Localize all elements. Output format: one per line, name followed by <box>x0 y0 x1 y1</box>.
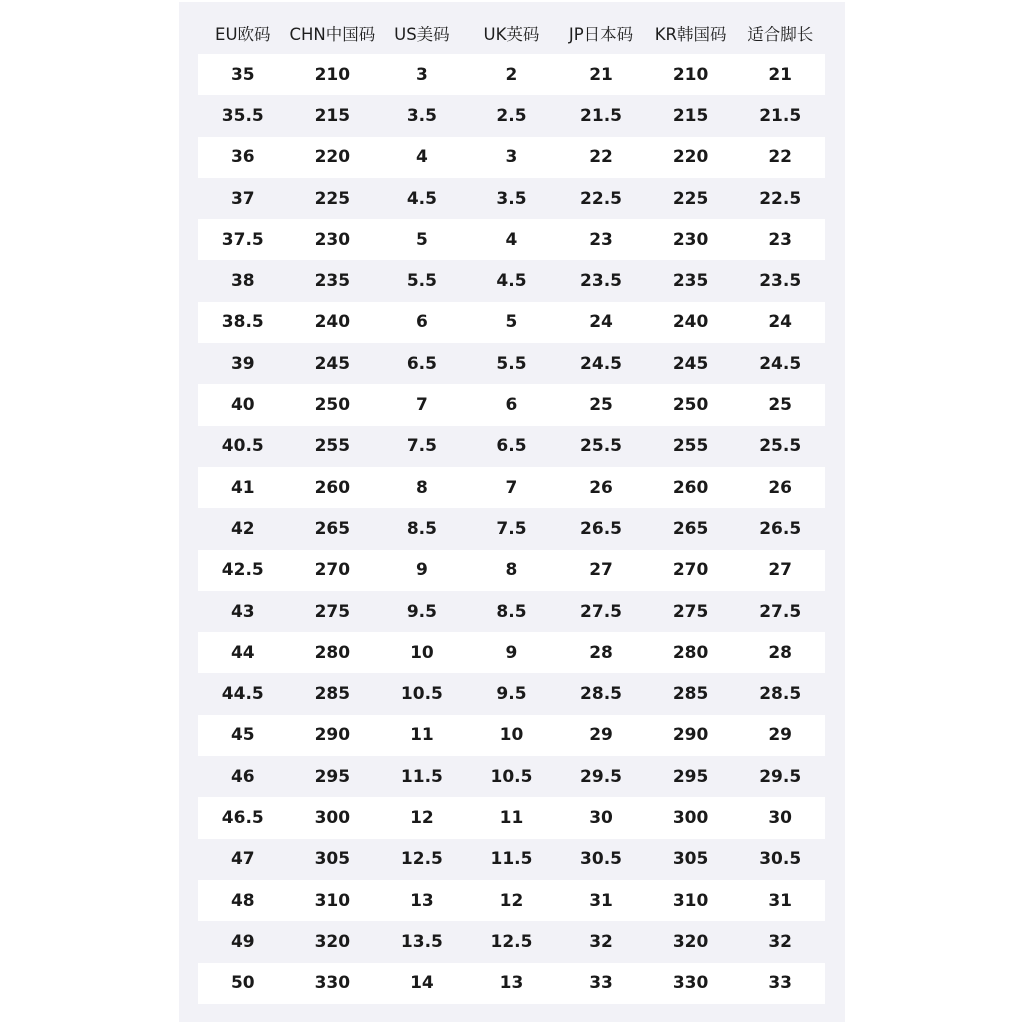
cell-kr: 295 <box>646 756 736 797</box>
cell-jp: 29 <box>556 715 646 756</box>
table-row <box>198 467 825 508</box>
cell-foot-length: 23 <box>735 219 825 260</box>
cell-kr: 285 <box>646 673 736 714</box>
cell-foot-length: 29 <box>735 715 825 756</box>
table-row <box>198 384 825 425</box>
cell-eu: 38.5 <box>198 302 288 343</box>
cell-chn: 210 <box>288 54 378 95</box>
table-row <box>198 963 825 1004</box>
cell-jp: 26.5 <box>556 508 646 549</box>
cell-eu: 35.5 <box>198 95 288 136</box>
cell-foot-length: 27 <box>735 550 825 591</box>
cell-us: 5 <box>377 219 467 260</box>
table-row <box>198 426 825 467</box>
cell-eu: 37 <box>198 178 288 219</box>
cell-us: 4.5 <box>377 178 467 219</box>
cell-kr: 280 <box>646 632 736 673</box>
cell-uk: 6.5 <box>467 426 557 467</box>
cell-eu: 45 <box>198 715 288 756</box>
cell-us: 3.5 <box>377 95 467 136</box>
cell-foot-length: 24.5 <box>735 343 825 384</box>
table-row <box>198 715 825 756</box>
cell-foot-length: 33 <box>735 963 825 1004</box>
table-row <box>198 591 825 632</box>
column-header-jp: JP日本码 <box>568 25 634 44</box>
cell-kr: 225 <box>646 178 736 219</box>
cell-uk: 7 <box>467 467 557 508</box>
cell-jp: 29.5 <box>556 756 646 797</box>
cell-chn: 255 <box>288 426 378 467</box>
cell-jp: 22.5 <box>556 178 646 219</box>
cell-us: 9 <box>377 550 467 591</box>
cell-foot-length: 28.5 <box>735 673 825 714</box>
cell-kr: 300 <box>646 797 736 838</box>
header-row <box>198 12 825 54</box>
table-row <box>198 95 825 136</box>
cell-jp: 28.5 <box>556 673 646 714</box>
cell-us: 5.5 <box>377 260 467 301</box>
cell-foot-length: 30 <box>735 797 825 838</box>
cell-foot-length: 22 <box>735 137 825 178</box>
table-row <box>198 508 825 549</box>
size-chart-panel <box>179 2 845 1022</box>
cell-chn: 320 <box>288 921 378 962</box>
cell-uk: 11 <box>467 797 557 838</box>
cell-kr: 265 <box>646 508 736 549</box>
cell-jp: 33 <box>556 963 646 1004</box>
cell-kr: 230 <box>646 219 736 260</box>
cell-uk: 11.5 <box>467 839 557 880</box>
table-row <box>198 673 825 714</box>
cell-jp: 21 <box>556 54 646 95</box>
cell-foot-length: 30.5 <box>735 839 825 880</box>
cell-us: 7 <box>377 384 467 425</box>
cell-kr: 220 <box>646 137 736 178</box>
cell-kr: 255 <box>646 426 736 467</box>
cell-uk: 10.5 <box>467 756 557 797</box>
cell-uk: 9.5 <box>467 673 557 714</box>
cell-chn: 215 <box>288 95 378 136</box>
cell-eu: 49 <box>198 921 288 962</box>
cell-kr: 330 <box>646 963 736 1004</box>
cell-jp: 22 <box>556 137 646 178</box>
cell-foot-length: 21 <box>735 54 825 95</box>
cell-jp: 24 <box>556 302 646 343</box>
table-row <box>198 880 825 921</box>
cell-eu: 38 <box>198 260 288 301</box>
cell-uk: 4 <box>467 219 557 260</box>
cell-jp: 25 <box>556 384 646 425</box>
cell-us: 13 <box>377 880 467 921</box>
cell-uk: 13 <box>467 963 557 1004</box>
column-header-eu: EU欧码 <box>215 25 271 44</box>
cell-eu: 42.5 <box>198 550 288 591</box>
column-header-us: US美码 <box>394 25 450 44</box>
cell-us: 8 <box>377 467 467 508</box>
cell-eu: 44.5 <box>198 673 288 714</box>
cell-uk: 6 <box>467 384 557 425</box>
cell-us: 11 <box>377 715 467 756</box>
cell-us: 4 <box>377 137 467 178</box>
cell-jp: 30.5 <box>556 839 646 880</box>
cell-uk: 10 <box>467 715 557 756</box>
table-row <box>198 54 825 95</box>
cell-chn: 305 <box>288 839 378 880</box>
column-header-kr: KR韩国码 <box>654 25 727 44</box>
cell-foot-length: 25 <box>735 384 825 425</box>
cell-chn: 230 <box>288 219 378 260</box>
cell-uk: 8.5 <box>467 591 557 632</box>
cell-chn: 330 <box>288 963 378 1004</box>
cell-chn: 250 <box>288 384 378 425</box>
cell-kr: 240 <box>646 302 736 343</box>
table-row <box>198 921 825 962</box>
cell-eu: 35 <box>198 54 288 95</box>
cell-eu: 44 <box>198 632 288 673</box>
cell-us: 6.5 <box>377 343 467 384</box>
cell-foot-length: 24 <box>735 302 825 343</box>
cell-kr: 235 <box>646 260 736 301</box>
cell-jp: 26 <box>556 467 646 508</box>
cell-foot-length: 21.5 <box>735 95 825 136</box>
cell-jp: 28 <box>556 632 646 673</box>
cell-eu: 42 <box>198 508 288 549</box>
cell-us: 12.5 <box>377 839 467 880</box>
cell-us: 8.5 <box>377 508 467 549</box>
table-body <box>198 54 825 1004</box>
cell-jp: 27 <box>556 550 646 591</box>
cell-chn: 290 <box>288 715 378 756</box>
cell-chn: 295 <box>288 756 378 797</box>
cell-kr: 320 <box>646 921 736 962</box>
cell-eu: 48 <box>198 880 288 921</box>
table-row <box>198 178 825 219</box>
cell-eu: 43 <box>198 591 288 632</box>
cell-uk: 3 <box>467 137 557 178</box>
cell-eu: 37.5 <box>198 219 288 260</box>
cell-us: 10.5 <box>377 673 467 714</box>
table-row <box>198 550 825 591</box>
column-header-chn: CHN中国码 <box>289 25 376 44</box>
table-row <box>198 343 825 384</box>
cell-foot-length: 25.5 <box>735 426 825 467</box>
table-row <box>198 756 825 797</box>
cell-us: 7.5 <box>377 426 467 467</box>
cell-uk: 12 <box>467 880 557 921</box>
cell-us: 9.5 <box>377 591 467 632</box>
cell-chn: 220 <box>288 137 378 178</box>
cell-eu: 40 <box>198 384 288 425</box>
cell-uk: 2.5 <box>467 95 557 136</box>
cell-chn: 300 <box>288 797 378 838</box>
cell-chn: 245 <box>288 343 378 384</box>
cell-eu: 47 <box>198 839 288 880</box>
cell-foot-length: 31 <box>735 880 825 921</box>
cell-uk: 5.5 <box>467 343 557 384</box>
table-row <box>198 137 825 178</box>
cell-uk: 12.5 <box>467 921 557 962</box>
cell-foot-length: 26 <box>735 467 825 508</box>
cell-foot-length: 23.5 <box>735 260 825 301</box>
cell-jp: 21.5 <box>556 95 646 136</box>
cell-kr: 270 <box>646 550 736 591</box>
shoe-size-table <box>198 12 825 1004</box>
cell-eu: 39 <box>198 343 288 384</box>
table-row <box>198 302 825 343</box>
cell-foot-length: 26.5 <box>735 508 825 549</box>
cell-us: 10 <box>377 632 467 673</box>
cell-uk: 4.5 <box>467 260 557 301</box>
cell-us: 12 <box>377 797 467 838</box>
cell-kr: 210 <box>646 54 736 95</box>
cell-eu: 46.5 <box>198 797 288 838</box>
table-row <box>198 219 825 260</box>
cell-kr: 260 <box>646 467 736 508</box>
cell-chn: 310 <box>288 880 378 921</box>
cell-us: 11.5 <box>377 756 467 797</box>
cell-eu: 41 <box>198 467 288 508</box>
cell-uk: 2 <box>467 54 557 95</box>
cell-chn: 240 <box>288 302 378 343</box>
cell-foot-length: 28 <box>735 632 825 673</box>
cell-chn: 280 <box>288 632 378 673</box>
cell-uk: 8 <box>467 550 557 591</box>
table-row <box>198 260 825 301</box>
cell-chn: 260 <box>288 467 378 508</box>
cell-kr: 250 <box>646 384 736 425</box>
cell-kr: 305 <box>646 839 736 880</box>
cell-chn: 225 <box>288 178 378 219</box>
cell-foot-length: 22.5 <box>735 178 825 219</box>
cell-foot-length: 27.5 <box>735 591 825 632</box>
cell-kr: 215 <box>646 95 736 136</box>
cell-chn: 275 <box>288 591 378 632</box>
cell-chn: 270 <box>288 550 378 591</box>
cell-us: 13.5 <box>377 921 467 962</box>
cell-us: 3 <box>377 54 467 95</box>
cell-jp: 25.5 <box>556 426 646 467</box>
table-row <box>198 839 825 880</box>
table-header <box>198 12 825 54</box>
column-header-foot-length: 适合脚长 <box>747 25 814 44</box>
cell-uk: 9 <box>467 632 557 673</box>
cell-foot-length: 32 <box>735 921 825 962</box>
table-row <box>198 797 825 838</box>
cell-chn: 265 <box>288 508 378 549</box>
cell-eu: 40.5 <box>198 426 288 467</box>
table-row <box>198 632 825 673</box>
cell-us: 14 <box>377 963 467 1004</box>
cell-kr: 275 <box>646 591 736 632</box>
cell-kr: 290 <box>646 715 736 756</box>
cell-kr: 310 <box>646 880 736 921</box>
cell-eu: 50 <box>198 963 288 1004</box>
cell-jp: 32 <box>556 921 646 962</box>
cell-jp: 30 <box>556 797 646 838</box>
cell-eu: 36 <box>198 137 288 178</box>
cell-us: 6 <box>377 302 467 343</box>
column-header-uk: UK英码 <box>483 25 540 44</box>
cell-jp: 27.5 <box>556 591 646 632</box>
cell-uk: 5 <box>467 302 557 343</box>
cell-jp: 31 <box>556 880 646 921</box>
cell-kr: 245 <box>646 343 736 384</box>
cell-uk: 3.5 <box>467 178 557 219</box>
cell-jp: 23 <box>556 219 646 260</box>
cell-jp: 24.5 <box>556 343 646 384</box>
cell-uk: 7.5 <box>467 508 557 549</box>
cell-foot-length: 29.5 <box>735 756 825 797</box>
cell-eu: 46 <box>198 756 288 797</box>
cell-jp: 23.5 <box>556 260 646 301</box>
cell-chn: 285 <box>288 673 378 714</box>
cell-chn: 235 <box>288 260 378 301</box>
